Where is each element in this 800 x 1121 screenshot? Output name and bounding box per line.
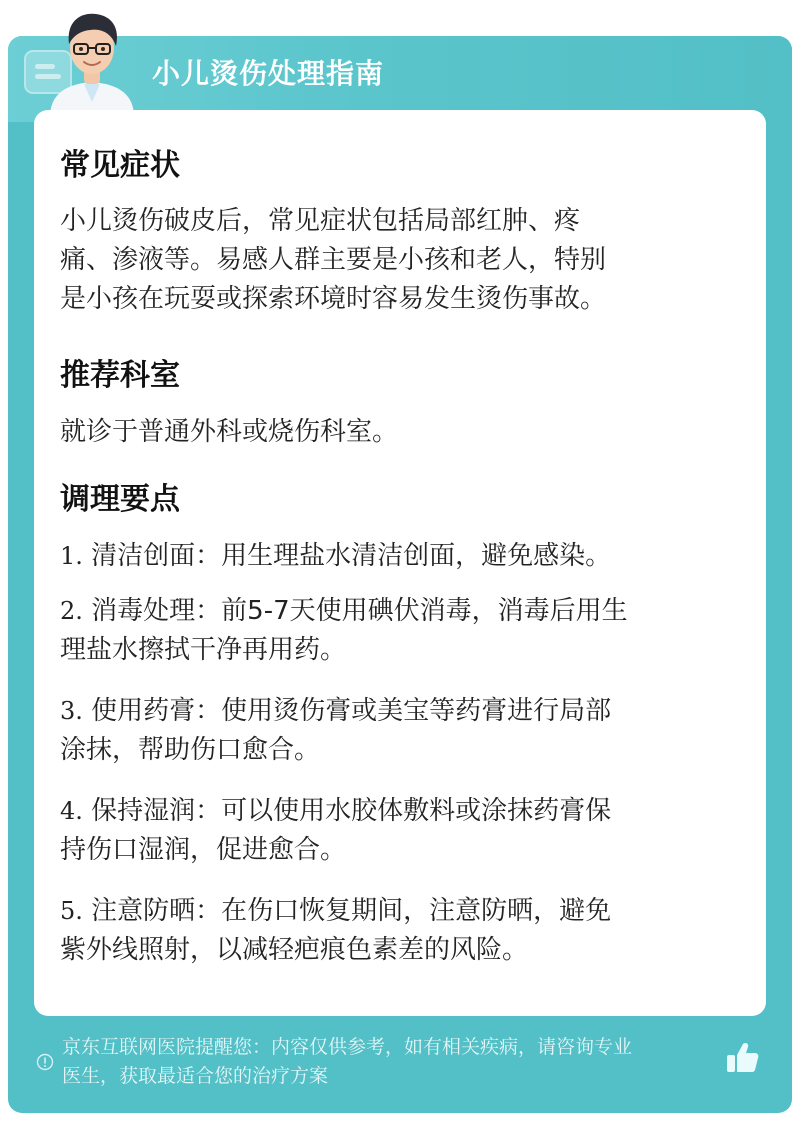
care-item-text: 保持湿润：可以使用水胶体敷料或涂抹药膏保 <box>91 796 612 826</box>
care-item-number: 3. <box>60 697 83 725</box>
section-heading-department: 推荐科室 <box>60 358 180 393</box>
symptoms-line: 是小孩在玩耍或探索环境时容易发生烫伤事故。 <box>60 284 607 314</box>
care-item-text: 涂抹，帮助伤口愈合。 <box>60 735 321 765</box>
section-heading-symptoms: 常见症状 <box>60 148 180 183</box>
disclaimer-line: 京东互联网医院提醒您：内容仅供参考，如有相关疾病，请咨询专业 <box>62 1036 633 1058</box>
care-item-number: 1. <box>60 542 83 570</box>
care-item-number: 5. <box>60 897 83 925</box>
disclaimer-line: 医生，获取最适合您的治疗方案 <box>62 1065 329 1087</box>
symptoms-line: 小儿烫伤破皮后，常见症状包括局部红肿、疼 <box>60 206 581 236</box>
care-item-text: 清洁创面：用生理盐水清洁创面，避免感染。 <box>91 541 612 571</box>
doctor-avatar-icon <box>42 6 142 114</box>
symptoms-text <box>60 202 740 319</box>
care-item-text: 注意防晒：在伤口恢复期间，注意防晒，避免 <box>91 896 612 926</box>
thumbs-up-icon[interactable] <box>724 1040 760 1076</box>
section-heading-care: 调理要点 <box>60 482 180 517</box>
care-item-number: 4. <box>60 797 83 825</box>
care-item-text: 紫外线照射，以减轻疤痕色素差的风险。 <box>60 935 529 965</box>
department-text: 就诊于普通外科或烧伤科室。 <box>60 417 399 447</box>
care-item-number: 2. <box>60 597 83 625</box>
care-item <box>60 692 740 770</box>
care-item-text: 理盐水擦拭干净再用药。 <box>60 635 347 665</box>
disclaimer-text <box>62 1033 732 1091</box>
care-item <box>60 592 740 670</box>
care-item-text: 使用药膏：使用烫伤膏或美宝等药膏进行局部 <box>91 696 612 726</box>
info-icon <box>36 1053 54 1071</box>
care-item <box>60 792 740 870</box>
care-item <box>60 892 740 970</box>
care-item-text: 消毒处理：前5-7天使用碘伏消毒，消毒后用生 <box>91 596 628 626</box>
disclaimer <box>36 1033 736 1097</box>
care-item-text: 持伤口湿润，促进愈合。 <box>60 835 347 865</box>
page-title: 小儿烫伤处理指南 <box>152 57 385 90</box>
care-item <box>60 537 740 576</box>
symptoms-line: 痛、渗液等。易感人群主要是小孩和老人，特别 <box>60 245 607 275</box>
